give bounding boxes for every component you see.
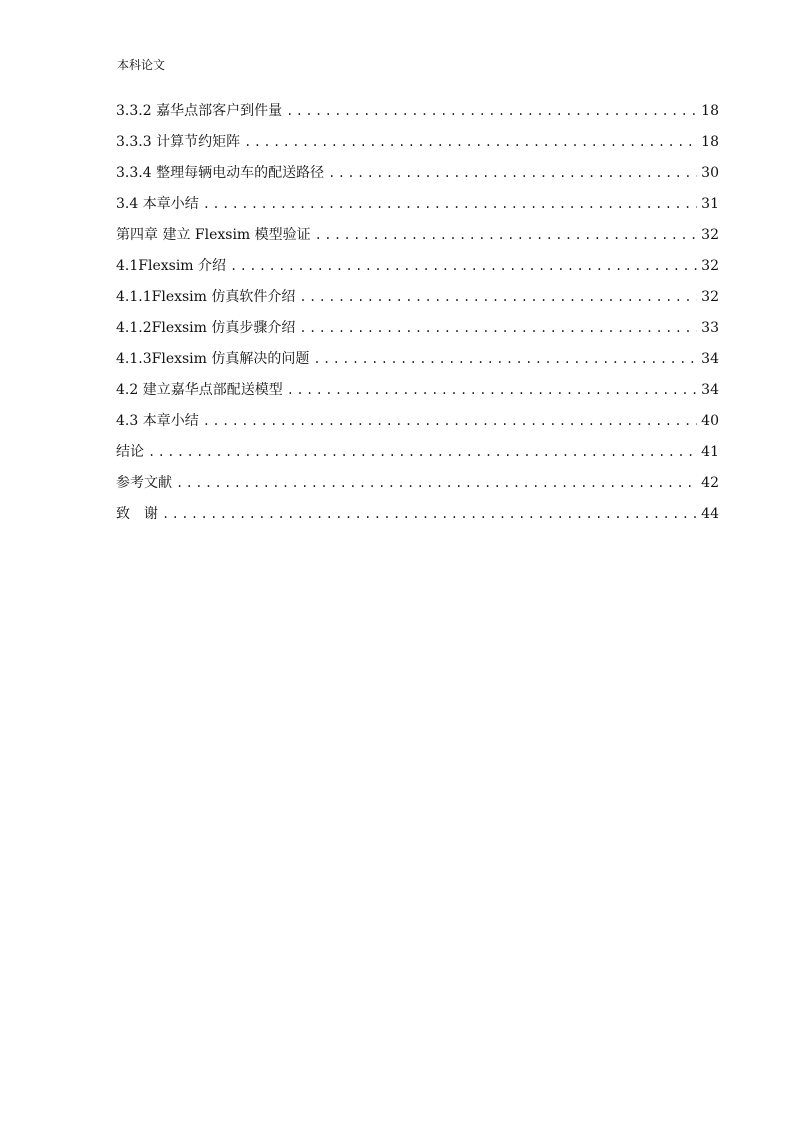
toc-entry[interactable] bbox=[116, 222, 719, 253]
dot-leader bbox=[287, 377, 697, 403]
dot-leader bbox=[244, 129, 697, 155]
toc-entry-page-number: 34 bbox=[701, 382, 719, 398]
dot-leader bbox=[299, 315, 697, 341]
toc-entry-label: 第四章 建立 Flexsim 模型验证 bbox=[116, 227, 311, 243]
toc-entry-label: 3.3.3 计算节约矩阵 bbox=[116, 134, 241, 150]
toc-entry-page-number: 18 bbox=[701, 134, 719, 150]
toc-entry[interactable] bbox=[116, 501, 719, 532]
toc-entry-page-number: 34 bbox=[701, 351, 719, 367]
toc-entry-page-number: 18 bbox=[701, 103, 719, 119]
dot-leader bbox=[148, 439, 697, 465]
toc-entry-label: 3.3.2 嘉华点部客户到件量 bbox=[116, 103, 283, 119]
toc-entry-page-number: 32 bbox=[701, 258, 719, 274]
toc-entry-label: 4.1.3Flexsim 仿真解决的问题 bbox=[116, 351, 310, 367]
toc-entry-page-number: 33 bbox=[701, 320, 719, 336]
toc-entry-label: 参考文献 bbox=[116, 475, 172, 491]
dot-leader bbox=[328, 160, 697, 186]
toc-entry-label: 结论 bbox=[116, 444, 144, 460]
toc-entry-page-number: 44 bbox=[701, 506, 719, 522]
dot-leader bbox=[203, 191, 697, 217]
toc-entry[interactable] bbox=[116, 439, 719, 470]
dot-leader bbox=[286, 98, 697, 124]
toc-entry-page-number: 41 bbox=[701, 444, 719, 460]
table-of-contents bbox=[116, 98, 719, 532]
dot-leader bbox=[176, 470, 697, 496]
toc-entry[interactable] bbox=[116, 346, 719, 377]
toc-entry[interactable] bbox=[116, 470, 719, 501]
toc-entry[interactable] bbox=[116, 253, 719, 284]
running-header: 本科论文 bbox=[117, 58, 166, 72]
toc-entry-label: 4.1.2Flexsim 仿真步骤介绍 bbox=[116, 320, 296, 336]
toc-entry[interactable] bbox=[116, 98, 719, 129]
toc-entry-label: 3.3.4 整理每辆电动车的配送路径 bbox=[116, 165, 325, 181]
toc-entry-label: 4.2 建立嘉华点部配送模型 bbox=[116, 382, 283, 398]
dot-leader bbox=[313, 346, 697, 372]
toc-entry-label: 致 谢 bbox=[116, 506, 158, 522]
toc-entry-page-number: 32 bbox=[701, 227, 719, 243]
toc-entry-page-number: 30 bbox=[701, 165, 719, 181]
toc-entry[interactable] bbox=[116, 191, 719, 222]
toc-entry-label: 4.1Flexsim 介绍 bbox=[116, 258, 227, 274]
toc-entry-page-number: 31 bbox=[701, 196, 719, 212]
dot-leader bbox=[162, 501, 697, 527]
toc-entry-label: 3.4 本章小结 bbox=[116, 196, 199, 212]
toc-entry-label: 4.3 本章小结 bbox=[116, 413, 199, 429]
toc-entry[interactable] bbox=[116, 284, 719, 315]
toc-entry[interactable] bbox=[116, 408, 719, 439]
toc-entry-label: 4.1.1Flexsim 仿真软件介绍 bbox=[116, 289, 296, 305]
dot-leader bbox=[299, 284, 697, 310]
toc-entry[interactable] bbox=[116, 160, 719, 191]
dot-leader bbox=[230, 253, 697, 279]
toc-entry-page-number: 40 bbox=[701, 413, 719, 429]
toc-entry[interactable] bbox=[116, 129, 719, 160]
toc-entry-page-number: 42 bbox=[701, 475, 719, 491]
dot-leader bbox=[315, 222, 697, 248]
toc-entry[interactable] bbox=[116, 377, 719, 408]
dot-leader bbox=[203, 408, 697, 434]
toc-entry[interactable] bbox=[116, 315, 719, 346]
toc-entry-page-number: 32 bbox=[701, 289, 719, 305]
